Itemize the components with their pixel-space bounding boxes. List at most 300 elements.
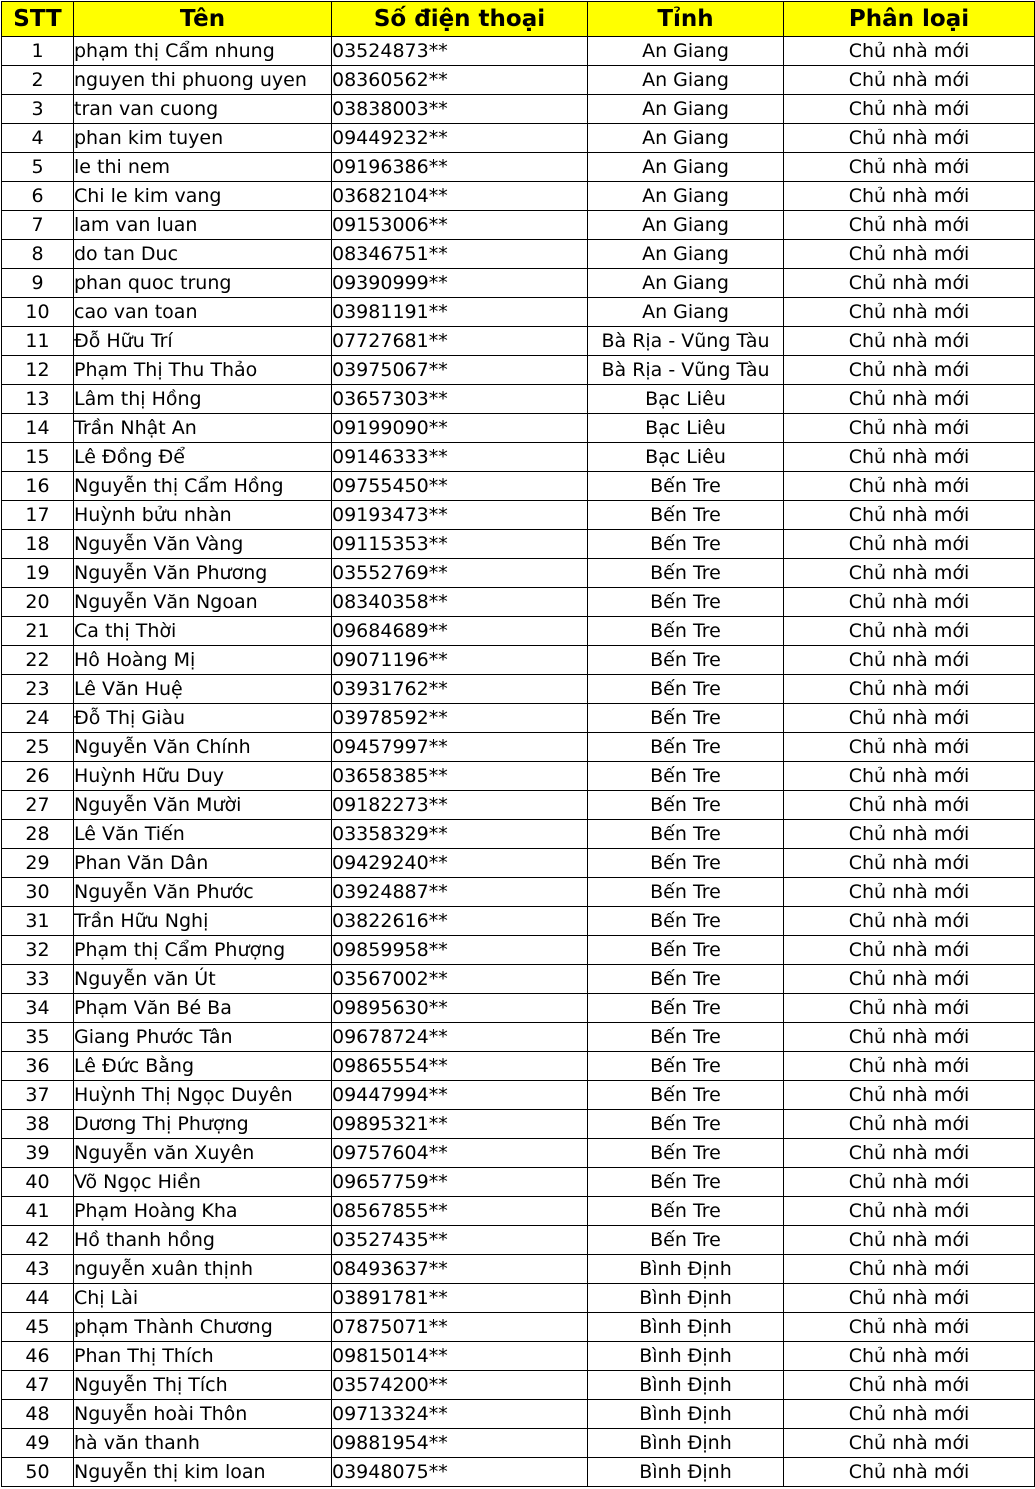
cell-name: Hô Hoàng Mị [74,646,332,675]
cell-type: Chủ nhà mới [784,1052,1035,1081]
cell-name: Nguyễn Thị Tích [74,1371,332,1400]
cell-stt: 41 [2,1197,74,1226]
cell-name: Nguyễn Văn Phương [74,559,332,588]
cell-province: Bến Tre [588,472,784,501]
cell-name: Nguyễn thị Cẩm Hồng [74,472,332,501]
cell-province: Bạc Liêu [588,414,784,443]
cell-phone: 09447994** [332,1081,588,1110]
cell-phone: 09757604** [332,1139,588,1168]
cell-province: Bến Tre [588,704,784,733]
cell-province: An Giang [588,124,784,153]
cell-type: Chủ nhà mới [784,994,1035,1023]
table-row [2,95,1035,124]
cell-stt: 10 [2,298,74,327]
cell-stt: 44 [2,1284,74,1313]
cell-phone: 03891781** [332,1284,588,1313]
cell-phone: 09865554** [332,1052,588,1081]
cell-phone: 09199090** [332,414,588,443]
table-row [2,878,1035,907]
cell-name: Huỳnh Hữu Duy [74,762,332,791]
cell-province: Bến Tre [588,501,784,530]
cell-name: Ca thị Thời [74,617,332,646]
table-row [2,559,1035,588]
cell-stt: 18 [2,530,74,559]
cell-province: Bến Tre [588,1139,784,1168]
cell-stt: 7 [2,211,74,240]
cell-province: Bình Định [588,1400,784,1429]
table-row [2,1400,1035,1429]
table-row [2,240,1035,269]
cell-phone: 09115353** [332,530,588,559]
cell-type: Chủ nhà mới [784,1168,1035,1197]
cell-province: Bình Định [588,1342,784,1371]
cell-phone: 03924887** [332,878,588,907]
header-row [2,2,1035,37]
cell-name: Phạm Hoàng Kha [74,1197,332,1226]
cell-stt: 23 [2,675,74,704]
cell-province: Bình Định [588,1284,784,1313]
table-row [2,1458,1035,1487]
cell-type: Chủ nhà mới [784,1139,1035,1168]
cell-phone: 03552769** [332,559,588,588]
cell-name: le thi nem [74,153,332,182]
cell-type: Chủ nhà mới [784,1342,1035,1371]
cell-stt: 49 [2,1429,74,1458]
cell-phone: 03358329** [332,820,588,849]
cell-name: Nguyễn thị kim loan [74,1458,332,1487]
cell-type: Chủ nhà mới [784,1313,1035,1342]
table-row [2,965,1035,994]
cell-province: Bến Tre [588,1168,784,1197]
table-row [2,66,1035,95]
cell-phone: 03948075** [332,1458,588,1487]
table-row [2,327,1035,356]
cell-province: Bến Tre [588,791,784,820]
cell-type: Chủ nhà mới [784,1023,1035,1052]
customer-table [1,1,1035,1487]
cell-stt: 38 [2,1110,74,1139]
cell-province: An Giang [588,37,784,66]
table-row [2,1139,1035,1168]
cell-type: Chủ nhà mới [784,791,1035,820]
cell-name: Chị Lài [74,1284,332,1313]
cell-province: An Giang [588,66,784,95]
header-phone: Số điện thoại [332,2,588,37]
table-row [2,704,1035,733]
cell-province: Bình Định [588,1371,784,1400]
cell-stt: 8 [2,240,74,269]
cell-stt: 28 [2,820,74,849]
cell-phone: 03931762** [332,675,588,704]
cell-name: Nguyễn Văn Ngoan [74,588,332,617]
cell-name: Nguyễn Văn Phước [74,878,332,907]
cell-phone: 03567002** [332,965,588,994]
cell-phone: 09146333** [332,443,588,472]
cell-phone: 03527435** [332,1226,588,1255]
cell-province: Bạc Liêu [588,443,784,472]
cell-name: Huỳnh bửu nhàn [74,501,332,530]
table-row [2,1168,1035,1197]
cell-phone: 09713324** [332,1400,588,1429]
cell-stt: 47 [2,1371,74,1400]
cell-type: Chủ nhà mới [784,443,1035,472]
cell-stt: 13 [2,385,74,414]
cell-name: Đỗ Thị Giàu [74,704,332,733]
cell-province: An Giang [588,240,784,269]
cell-name: lam van luan [74,211,332,240]
table-row [2,588,1035,617]
cell-province: Bến Tre [588,849,784,878]
cell-type: Chủ nhà mới [784,66,1035,95]
cell-type: Chủ nhà mới [784,617,1035,646]
table-row [2,1342,1035,1371]
table-row [2,1226,1035,1255]
cell-province: Bình Định [588,1429,784,1458]
table-row [2,820,1035,849]
cell-phone: 08360562** [332,66,588,95]
cell-province: Bến Tre [588,762,784,791]
cell-type: Chủ nhà mới [784,762,1035,791]
cell-phone: 03838003** [332,95,588,124]
cell-phone: 08340358** [332,588,588,617]
cell-province: An Giang [588,298,784,327]
table-body [2,37,1035,1487]
cell-stt: 42 [2,1226,74,1255]
cell-stt: 43 [2,1255,74,1284]
cell-type: Chủ nhà mới [784,269,1035,298]
cell-stt: 40 [2,1168,74,1197]
cell-name: cao van toan [74,298,332,327]
cell-province: An Giang [588,269,784,298]
cell-stt: 45 [2,1313,74,1342]
cell-phone: 03657303** [332,385,588,414]
cell-type: Chủ nhà mới [784,501,1035,530]
cell-type: Chủ nhà mới [784,182,1035,211]
header-name: Tên [74,2,332,37]
cell-name: Trần Hữu Nghị [74,907,332,936]
table-row [2,675,1035,704]
table-row [2,37,1035,66]
cell-province: Bạc Liêu [588,385,784,414]
cell-phone: 09755450** [332,472,588,501]
cell-stt: 33 [2,965,74,994]
cell-type: Chủ nhà mới [784,1284,1035,1313]
header-type: Phân loại [784,2,1035,37]
cell-stt: 11 [2,327,74,356]
cell-type: Chủ nhà mới [784,820,1035,849]
cell-province: An Giang [588,153,784,182]
cell-phone: 09684689** [332,617,588,646]
cell-name: Chi le kim vang [74,182,332,211]
cell-phone: 07875071** [332,1313,588,1342]
cell-province: Bến Tre [588,994,784,1023]
cell-stt: 35 [2,1023,74,1052]
cell-type: Chủ nhà mới [784,530,1035,559]
cell-type: Chủ nhà mới [784,1110,1035,1139]
cell-name: nguyễn xuân thịnh [74,1255,332,1284]
cell-phone: 03682104** [332,182,588,211]
table-row [2,182,1035,211]
cell-province: Bến Tre [588,1226,784,1255]
table-row [2,1313,1035,1342]
table-row [2,791,1035,820]
cell-type: Chủ nhà mới [784,385,1035,414]
cell-province: Bến Tre [588,820,784,849]
cell-stt: 29 [2,849,74,878]
table-row [2,936,1035,965]
cell-type: Chủ nhà mới [784,298,1035,327]
cell-type: Chủ nhà mới [784,1400,1035,1429]
cell-province: Bến Tre [588,965,784,994]
cell-province: Bến Tre [588,936,784,965]
cell-type: Chủ nhà mới [784,588,1035,617]
table-row [2,298,1035,327]
cell-type: Chủ nhà mới [784,472,1035,501]
cell-phone: 09390999** [332,269,588,298]
cell-phone: 09678724** [332,1023,588,1052]
table-row [2,501,1035,530]
cell-type: Chủ nhà mới [784,1429,1035,1458]
cell-province: Bến Tre [588,1081,784,1110]
cell-stt: 32 [2,936,74,965]
cell-type: Chủ nhà mới [784,704,1035,733]
cell-name: Phan Thị Thích [74,1342,332,1371]
cell-type: Chủ nhà mới [784,849,1035,878]
table-row [2,153,1035,182]
cell-province: Bến Tre [588,878,784,907]
cell-stt: 1 [2,37,74,66]
cell-phone: 09895321** [332,1110,588,1139]
cell-stt: 15 [2,443,74,472]
cell-stt: 5 [2,153,74,182]
table-row [2,1197,1035,1226]
cell-name: Phạm thị Cẩm Phượng [74,936,332,965]
cell-phone: 08493637** [332,1255,588,1284]
cell-province: Bến Tre [588,907,784,936]
cell-province: Bến Tre [588,1023,784,1052]
cell-phone: 03978592** [332,704,588,733]
cell-name: Đỗ Hữu Trí [74,327,332,356]
cell-stt: 48 [2,1400,74,1429]
header-stt: STT [2,2,74,37]
table-row [2,124,1035,153]
cell-stt: 22 [2,646,74,675]
cell-name: Lê Đức Bằng [74,1052,332,1081]
cell-type: Chủ nhà mới [784,965,1035,994]
cell-name: nguyen thi phuong uyen [74,66,332,95]
cell-name: tran van cuong [74,95,332,124]
cell-name: Trần Nhật An [74,414,332,443]
cell-stt: 50 [2,1458,74,1487]
cell-province: Bến Tre [588,588,784,617]
table-row [2,356,1035,385]
cell-type: Chủ nhà mới [784,1371,1035,1400]
cell-type: Chủ nhà mới [784,559,1035,588]
cell-phone: 09859958** [332,936,588,965]
cell-province: An Giang [588,211,784,240]
cell-type: Chủ nhà mới [784,878,1035,907]
cell-name: Nguyễn Văn Vàng [74,530,332,559]
cell-type: Chủ nhà mới [784,124,1035,153]
table-row [2,849,1035,878]
cell-phone: 08567855** [332,1197,588,1226]
cell-name: Nguyễn hoài Thôn [74,1400,332,1429]
cell-name: Lê Đồng Để [74,443,332,472]
header-province: Tỉnh [588,2,784,37]
cell-province: Bến Tre [588,675,784,704]
cell-phone: 03658385** [332,762,588,791]
table-row [2,1081,1035,1110]
cell-stt: 2 [2,66,74,95]
cell-stt: 27 [2,791,74,820]
cell-phone: 09196386** [332,153,588,182]
table-row [2,994,1035,1023]
cell-province: Bà Rịa - Vũng Tàu [588,356,784,385]
table-row [2,1023,1035,1052]
cell-province: Bến Tre [588,1197,784,1226]
cell-phone: 09881954** [332,1429,588,1458]
cell-stt: 30 [2,878,74,907]
cell-province: Bến Tre [588,1052,784,1081]
cell-province: An Giang [588,182,784,211]
cell-type: Chủ nhà mới [784,733,1035,762]
cell-province: Bến Tre [588,530,784,559]
cell-name: Phạm Thị Thu Thảo [74,356,332,385]
cell-phone: 09153006** [332,211,588,240]
cell-phone: 03574200** [332,1371,588,1400]
cell-type: Chủ nhà mới [784,1197,1035,1226]
cell-stt: 46 [2,1342,74,1371]
table-row [2,646,1035,675]
cell-phone: 09429240** [332,849,588,878]
cell-type: Chủ nhà mới [784,37,1035,66]
cell-name: Lê Văn Tiến [74,820,332,849]
cell-type: Chủ nhà mới [784,1255,1035,1284]
cell-name: hà văn thanh [74,1429,332,1458]
cell-type: Chủ nhà mới [784,907,1035,936]
cell-type: Chủ nhà mới [784,327,1035,356]
cell-type: Chủ nhà mới [784,646,1035,675]
cell-stt: 25 [2,733,74,762]
table-row [2,1284,1035,1313]
cell-phone: 03822616** [332,907,588,936]
cell-type: Chủ nhà mới [784,936,1035,965]
cell-province: Bến Tre [588,559,784,588]
cell-stt: 20 [2,588,74,617]
cell-stt: 19 [2,559,74,588]
cell-name: phan kim tuyen [74,124,332,153]
cell-phone: 09182273** [332,791,588,820]
cell-type: Chủ nhà mới [784,240,1035,269]
table-row [2,443,1035,472]
table-row [2,414,1035,443]
cell-name: Phan Văn Dân [74,849,332,878]
cell-name: Nguyễn văn Xuyên [74,1139,332,1168]
cell-stt: 12 [2,356,74,385]
table-row [2,472,1035,501]
cell-stt: 36 [2,1052,74,1081]
cell-name: do tan Duc [74,240,332,269]
cell-phone: 03981191** [332,298,588,327]
cell-type: Chủ nhà mới [784,211,1035,240]
cell-type: Chủ nhà mới [784,675,1035,704]
table-row [2,1052,1035,1081]
cell-stt: 24 [2,704,74,733]
cell-stt: 17 [2,501,74,530]
cell-stt: 34 [2,994,74,1023]
cell-phone: 09071196** [332,646,588,675]
cell-type: Chủ nhà mới [784,153,1035,182]
table-row [2,907,1035,936]
cell-stt: 37 [2,1081,74,1110]
table-row [2,1371,1035,1400]
cell-type: Chủ nhà mới [784,1458,1035,1487]
cell-stt: 26 [2,762,74,791]
table-row [2,211,1035,240]
cell-phone: 09815014** [332,1342,588,1371]
cell-type: Chủ nhà mới [784,414,1035,443]
table-row [2,385,1035,414]
cell-province: Bến Tre [588,733,784,762]
cell-name: phạm thị Cẩm nhung [74,37,332,66]
cell-name: phan quoc trung [74,269,332,298]
cell-province: An Giang [588,95,784,124]
cell-name: Nguyễn Văn Mười [74,791,332,820]
cell-name: Nguyễn Văn Chính [74,733,332,762]
cell-phone: 07727681** [332,327,588,356]
cell-type: Chủ nhà mới [784,95,1035,124]
cell-province: Bình Định [588,1458,784,1487]
cell-stt: 4 [2,124,74,153]
cell-stt: 31 [2,907,74,936]
cell-name: phạm Thành Chương [74,1313,332,1342]
cell-name: Dương Thị Phượng [74,1110,332,1139]
cell-name: Phạm Văn Bé Ba [74,994,332,1023]
cell-stt: 16 [2,472,74,501]
cell-type: Chủ nhà mới [784,1081,1035,1110]
table-row [2,617,1035,646]
table-row [2,1429,1035,1458]
cell-stt: 14 [2,414,74,443]
cell-phone: 09657759** [332,1168,588,1197]
cell-phone: 09895630** [332,994,588,1023]
cell-province: Bến Tre [588,617,784,646]
cell-stt: 9 [2,269,74,298]
cell-stt: 21 [2,617,74,646]
cell-stt: 39 [2,1139,74,1168]
table-row [2,762,1035,791]
table-row [2,1255,1035,1284]
cell-province: Bến Tre [588,646,784,675]
table-row [2,530,1035,559]
cell-name: Võ Ngọc Hiền [74,1168,332,1197]
cell-name: Giang Phước Tân [74,1023,332,1052]
cell-stt: 3 [2,95,74,124]
cell-phone: 03975067** [332,356,588,385]
table-row [2,269,1035,298]
table-row [2,1110,1035,1139]
cell-province: Bình Định [588,1255,784,1284]
cell-name: Lâm thị Hồng [74,385,332,414]
cell-stt: 6 [2,182,74,211]
cell-phone: 08346751** [332,240,588,269]
cell-name: Huỳnh Thị Ngọc Duyên [74,1081,332,1110]
cell-phone: 09457997** [332,733,588,762]
cell-name: Hồ thanh hồng [74,1226,332,1255]
cell-name: Nguyễn văn Út [74,965,332,994]
cell-phone: 03524873** [332,37,588,66]
cell-province: Bình Định [588,1313,784,1342]
